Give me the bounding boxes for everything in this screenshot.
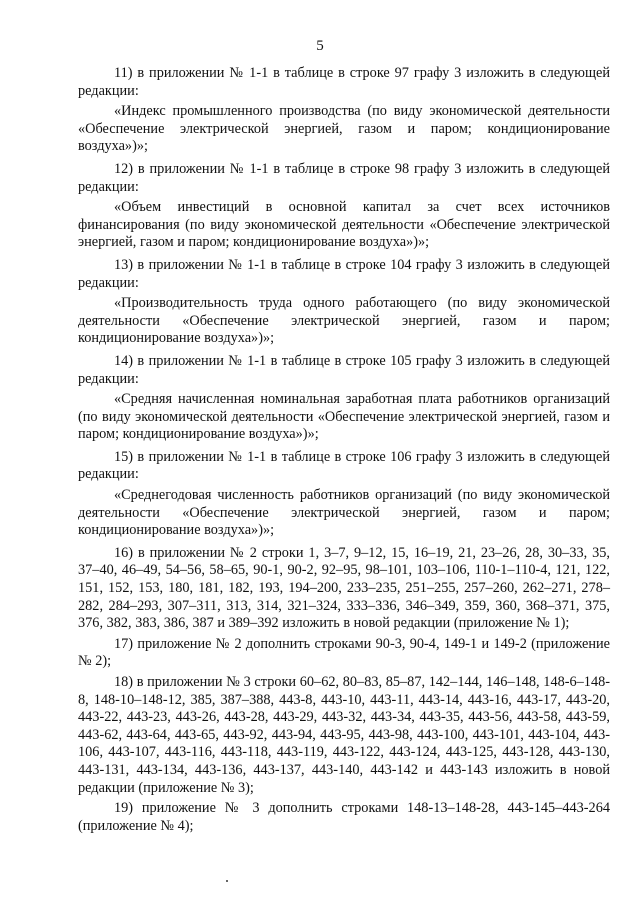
quoted-text-item-13: «Производительность труда одного работающего (по виду экономической деятельности «Обеспечение электрической энергией, газом и паром; кондиционирование воздуха»)»;: [78, 295, 610, 347]
paragraph-item-19: 19) приложение № 3 дополнить строками 148-13–148-28, 443-145–443-264 (приложение № 4);: [78, 800, 610, 834]
quoted-text-item-14: «Средняя начисленная номинальная заработная плата работников организаций (по виду экономической деятельности «Обеспечение электрической энергией, газом и паром; кондиционирование воздуха»)»;: [78, 391, 610, 443]
paragraph-item-18: 18) в приложении № 3 строки 60–62, 80–83, 85–87, 142–144, 146–148, 148-6–148-8, 148-10–148-12, 385, 387–388, 443-8, 443-10, 443-11, 443-14, 443-16, 443-17, 443-20, 443-22, 443-23, 443-26, 443-28, 443-29, 443-32, 443-34, 443-35, 443-56, 443-58, 443-59, 443-62, 443-64, 443-65, 443-92, 443-94, 443-95, 443-98, 443-100, 443-101, 443-104, 443-106, 443-107, 443-116, 443-118, 443-119, 443-122, 443-124, 443-125, 443-128, 443-130, 443-131, 443-134, 443-136, 443-137, 443-140, 443-142 и 443-143 изложить в новой редакции (приложение № 3);: [78, 674, 610, 796]
page-number: 5: [316, 38, 324, 54]
paragraph-item-11: 11) в приложении № 1-1 в таблице в строке 97 графу 3 изложить в следующей редакции:: [78, 65, 610, 99]
paragraph-item-13: 13) в приложении № 1-1 в таблице в строке 104 графу 3 изложить в следующей редакции:: [78, 256, 610, 291]
paragraph-item-16: 16) в приложении № 2 строки 1, 3–7, 9–12, 15, 16–19, 21, 23–26, 28, 30–33, 35, 37–40, 46–49, 54–56, 58–65, 90-1, 90-2, 92–95, 98–101, 103–106, 110-1–110-4, 121, 122, 151, 152, 153, 180, 181, 182, 193, 194–200, 233–235, 251–255, 257–260, 262–271, 278–282, 284–293, 307–311, 313, 314, 321–324, 333–336, 346–349, 359, 360, 368–371, 375, 376, 382, 383, 386, 387 и 389–392 изложить в новой редакции (приложение № 1);: [78, 544, 610, 632]
paragraph-item-12: 12) в приложении № 1-1 в таблице в строке 98 графу 3 изложить в следующей редакции:: [78, 160, 610, 195]
paragraph-item-14: 14) в приложении № 1-1 в таблице в строке 105 графу 3 изложить в следующей редакции:: [78, 352, 610, 387]
paragraph-item-17: 17) приложение № 2 дополнить строками 90-3, 90-4, 149-1 и 149-2 (приложение № 2);: [78, 635, 610, 670]
quoted-text-item-11: «Индекс промышленного производства (по виду экономической деятельности «Обеспечение электрической энергией, газом и паром; кондиционирование воздуха»)»;: [78, 103, 610, 155]
paragraph-item-15: 15) в приложении № 1-1 в таблице в строке 106 графу 3 изложить в следующей редакции:: [78, 448, 610, 483]
quoted-text-item-12: «Объем инвестиций в основной капитал за счет всех источников финансирования (по виду экономической деятельности «Обеспечение электрической энергией, газом и паром; кондиционирование воздуха»)»;: [78, 199, 610, 251]
quoted-text-item-15: «Среднегодовая численность работников организаций (по виду экономической деятельности «Обеспечение электрической энергией, газом и паром; кондиционирование воздуха»)»;: [78, 487, 610, 539]
document-body: [78, 65, 610, 838]
scan-artifact-dot: [226, 880, 228, 882]
